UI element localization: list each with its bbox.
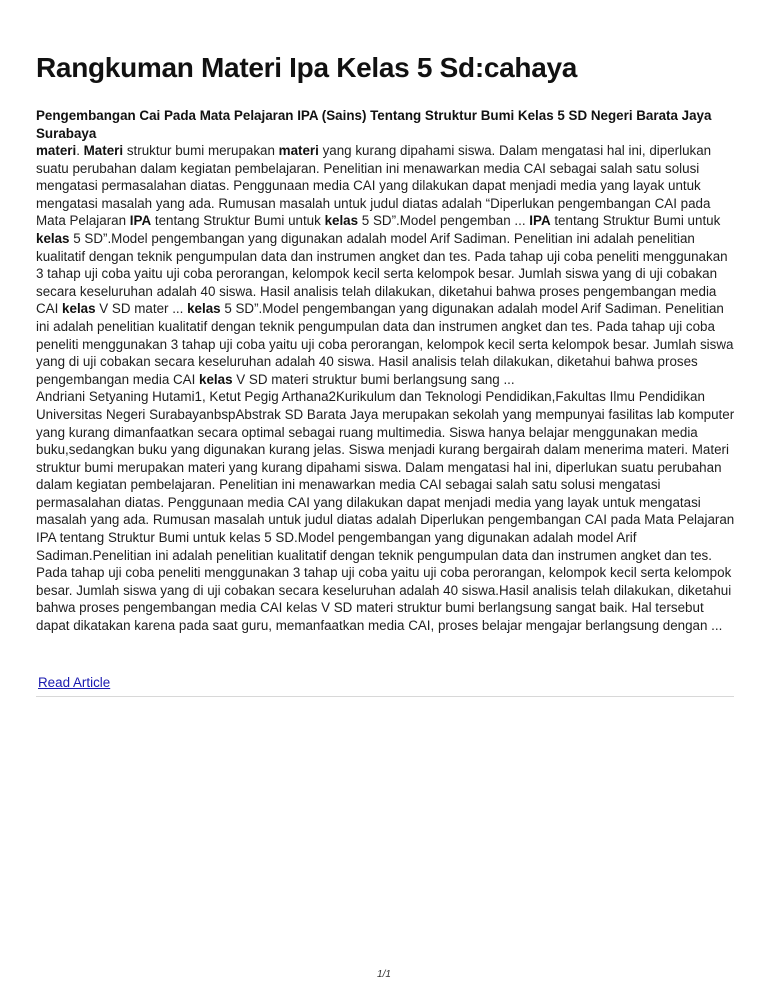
article-snippet xyxy=(36,143,733,387)
snippet-text: struktur bumi merupakan xyxy=(123,143,279,158)
article-body xyxy=(36,142,736,635)
highlighted-keyword: Materi xyxy=(83,143,124,158)
highlighted-keyword: kelas xyxy=(62,301,96,317)
highlighted-keyword: materi xyxy=(278,143,319,158)
snippet-text: 5 SD”.Model pengembangan yang digunakan adalah model Arif Sadiman. Penelitian ini adalah penelitian kualitatif dengan teknik pengumpulan data dan instrumen angket dan tes. Pada tahap uji coba peneliti menggunakan 3 tahap uji coba yaitu uji coba perorangan, kelompok kecil serta kelompok besar. Jumlah siswa yang di uji cobakan secara keseluruhan adalah 40 siswa. Hasil analisis telah dilakukan, diketahui bahwa proses pengembangan media CAI xyxy=(36,230,728,317)
highlighted-keyword: kelas xyxy=(36,230,70,246)
article-subtitle: Pengembangan Cai Pada Mata Pelajaran IPA (Sains) Tentang Struktur Bumi Kelas 5 SD Negeri Barata Jaya Surabaya xyxy=(36,108,712,141)
article-abstract: Andriani Setyaning Hutami1, Ketut Pegig Arthana2Kurikulum dan Teknologi Pendidikan,Fakultas Ilmu Pendidikan Universitas Negeri SurabayanbspAbstrak SD Barata Jaya merupakan sekolah yang mempunyai fasilitas lab komputer yang kurang dimanfaatkan secara optimal sebagai ruang multimedia. Siswa hanya belajar menggunakan media buku,sedangkan buku yang digunakan kurang jelas. Siswa menjadi kurang bergairah dalam menerima materi. Materi struktur bumi merupakan materi yang kurang dipahami siswa. Dalam mengatasi hal ini, diperlukan suatu perubahan dalam kegiatan pembelajaran. Penelitian ini menawarkan media CAI sebagai salah satu solusi mengatasi permasalahan diatas. Penggunaan media CAI yang dilakukan dapat menjadi media yang layak untuk mengatasi masalah yang ada. Rumusan masalah untuk judul diatas adalah Diperlukan pengembangan CAI pada Mata Pelajaran IPA tentang Struktur Bumi untuk kelas 5 SD.Model pengembangan yang digunakan adalah model Arif Sadiman.Penelitian ini adalah penelitian kualitatif dengan teknik pengumpulan data dan instrumen angket dan tes. Pada tahap uji coba peneliti menggunakan 3 tahap uji coba yaitu uji coba perorangan, kelompok kecil serta kelompok besar. Jumlah siswa yang di uji cobakan secara keseluruhan adalah 40 siswa.Hasil analisis telah dilakukan, diketahui bahwa proses pengembangan media CAI kelas V SD materi struktur bumi berlangsung sangat baik. Hal tersebut dapat dikatakan karena pada saat guru, memanfaatkan media CAI, proses belajar mengajar berlangsung dengan ... xyxy=(36,389,735,634)
highlighted-keyword: materi xyxy=(36,143,77,158)
read-article-link[interactable]: Read Article xyxy=(38,675,111,690)
highlighted-keyword: kelas xyxy=(187,301,221,317)
snippet-text: 5 SD”.Model pengemban ... xyxy=(358,213,530,229)
snippet-text: V SD materi struktur bumi berlangsung sang ... xyxy=(232,371,515,387)
highlighted-keyword: kelas xyxy=(199,371,233,387)
snippet-text: tentang Struktur Bumi untuk xyxy=(151,213,325,229)
page-title: Rangkuman Materi Ipa Kelas 5 Sd:cahaya xyxy=(36,52,578,83)
snippet-text: yang kurang dipahami siswa. Dalam mengatasi hal ini, diperlukan suatu perubahan dalam kegiatan pembelajaran. Penelitian ini menawarkan media CAI sebagai salah satu solusi mengatasi permasalahan diatas. Penggunaan media CAI yang dilakukan dapat menjadi media yang layak untuk mengatasi masalah yang ada. Rumusan masalah untuk judul diatas adalah “Diperlukan pengembangan CAI pada Mata Pelajaran xyxy=(36,143,712,229)
highlighted-keyword: IPA xyxy=(529,213,551,229)
snippet-text: V SD mater ... xyxy=(95,301,188,317)
highlighted-keyword: kelas xyxy=(324,213,359,229)
snippet-text: tentang Struktur Bumi untuk xyxy=(550,213,721,229)
snippet-text: . xyxy=(76,143,84,158)
highlighted-keyword: IPA xyxy=(129,213,152,229)
page-number: 1/1 xyxy=(377,969,391,980)
snippet-text: 5 SD”.Model pengembangan yang digunakan adalah model Arif Sadiman. Penelitian ini adalah penelitian kualitatif dengan teknik pengumpulan data dan instrumen angket dan tes. Pada tahap uji coba peneliti menggunakan 3 tahap uji coba yaitu uji coba perorangan, kelompok kecil serta kelompok besar. Jumlah siswa yang di uji cobakan secara keseluruhan adalah 40 siswa. Hasil analisis telah dilakukan, diketahui bahwa proses pengembangan media CAI xyxy=(36,301,734,387)
divider xyxy=(36,696,734,697)
